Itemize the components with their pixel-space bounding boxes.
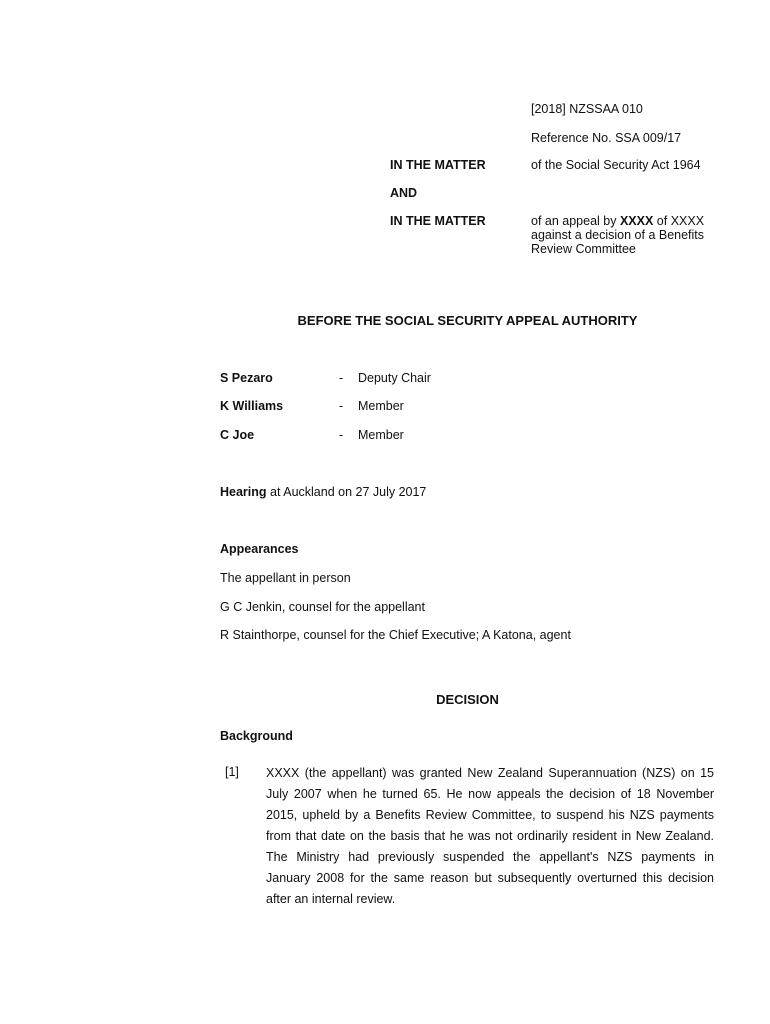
matter-value-2-line3: Review Committee — [531, 242, 636, 256]
and-label: AND — [390, 186, 418, 200]
paragraph-line: The Ministry had previously suspended the appellant's NZS payments in — [266, 850, 714, 864]
appellant-name: XXXX — [619, 214, 654, 228]
paragraph-line: XXXX (the appellant) was granted New Zealand Superannuation (NZS) on 15 — [266, 766, 714, 780]
paragraph-line: 2015, upheld by a Benefits Review Committee, to suspend his NZS payments — [266, 808, 714, 822]
reference-number: Reference No. SSA 009/17 — [531, 131, 682, 145]
matter-value-2-prefix: of an appeal by — [531, 214, 620, 228]
document-title: BEFORE THE SOCIAL SECURITY APPEAL AUTHORITY — [297, 313, 638, 328]
member-role: Member — [358, 399, 404, 413]
appearance-line: R Stainthorpe, counsel for the Chief Executive; A Katona, agent — [220, 628, 571, 642]
member-dash: - — [339, 371, 344, 385]
matter-value-2-line2: against a decision of a Benefits — [531, 228, 705, 242]
member-name: K Williams — [220, 399, 284, 413]
paragraph-line: after an internal review. — [266, 892, 396, 906]
paragraph-number: [1] — [225, 765, 239, 779]
appearance-line: The appellant in person — [220, 571, 351, 585]
appearances-heading: Appearances — [220, 542, 299, 556]
citation: [2018] NZSSAA 010 — [531, 102, 643, 116]
paragraph-line: July 2007 when he turned 65. He now appeals the decision of 18 November — [266, 787, 714, 801]
paragraph-1 — [266, 763, 714, 910]
member-dash: - — [339, 428, 344, 442]
matter-value-2 — [531, 214, 704, 256]
matter-value-2-suffix: of XXXX — [653, 214, 705, 228]
matter-label-2: IN THE MATTER — [390, 214, 486, 228]
background-heading: Background — [220, 729, 293, 743]
member-name: C Joe — [220, 428, 255, 442]
appearance-line: G C Jenkin, counsel for the appellant — [220, 600, 425, 614]
matter-value-1: of the Social Security Act 1964 — [531, 158, 701, 172]
hearing-text: at Auckland on 27 July 2017 — [266, 485, 427, 499]
paragraph-line: from that date on the basis that he was not ordinarily resident in New Zealand. — [266, 829, 714, 843]
member-name: S Pezaro — [220, 371, 273, 385]
paragraph-line: January 2008 for the same reason but subsequently overturned this decision — [266, 871, 714, 885]
member-role: Deputy Chair — [358, 371, 431, 385]
hearing-line — [220, 485, 426, 499]
decision-heading: DECISION — [436, 692, 499, 707]
member-role: Member — [358, 428, 404, 442]
hearing-label: Hearing — [220, 485, 267, 499]
member-dash: - — [339, 399, 344, 413]
matter-label-1: IN THE MATTER — [390, 158, 486, 172]
